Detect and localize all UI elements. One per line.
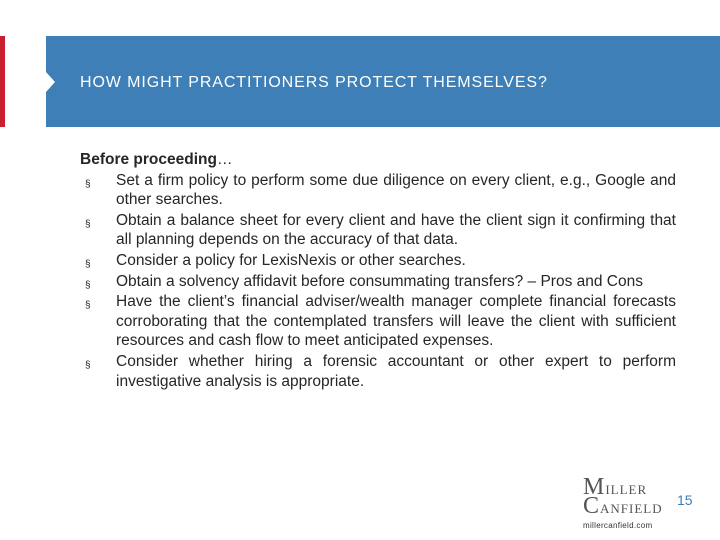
logo-url: millercanfield.com: [583, 521, 653, 530]
bullet-marker: §: [85, 218, 91, 230]
bullet-text: Have the client’s financial adviser/wealth manager complete financial forecasts corroborating that the contemplated transfers will leave the client with sufficient resources and cash flow to meet anticipated expenses.: [116, 293, 676, 350]
logo-canfield-rest: ANFIELD: [600, 501, 663, 516]
bullet-text: Obtain a solvency affidavit before consummating transfers? – Pros and Cons: [116, 272, 643, 290]
logo-canfield: [583, 493, 663, 519]
bullet-item: [80, 272, 676, 292]
bullet-marker: §: [85, 359, 91, 371]
intro-ellipsis: …: [216, 151, 233, 168]
bullet-text: Consider a policy for LexisNexis or other searches.: [116, 251, 466, 269]
bullet-text: Obtain a balance sheet for every client and have the client sign it confirming that all planning depends on the accuracy of that data.: [116, 211, 676, 249]
bullet-item: [80, 251, 676, 271]
bullet-text: Set a firm policy to perform some due diligence on every client, e.g., Google and other searches.: [116, 171, 676, 209]
slide-title: HOW MIGHT PRACTITIONERS PROTECT THEMSELVES?: [80, 74, 548, 91]
logo-miller-cap: M: [583, 474, 606, 500]
bullet-marker: §: [85, 178, 91, 190]
intro-line: [80, 150, 676, 170]
bullet-marker: §: [85, 300, 91, 312]
bullet-text: Consider whether hiring a forensic accountant or other expert to perform investigative analysis is appropriate.: [116, 352, 676, 390]
bullet-item: [80, 171, 676, 210]
miller-canfield-logo: [583, 474, 663, 530]
logo-miller-rest: ILLER: [605, 482, 648, 497]
page-number: 15: [677, 492, 693, 508]
slide-body: [80, 150, 676, 392]
bullet-item: [80, 292, 676, 351]
title-notch-arrow: [46, 72, 55, 92]
bullet-item: [80, 352, 676, 391]
bullet-marker: §: [85, 258, 91, 270]
intro-text: Before proceeding: [80, 151, 217, 168]
logo-canfield-cap: C: [583, 493, 601, 519]
left-accent-bar: [0, 36, 5, 127]
bullet-list: [80, 171, 676, 392]
bullet-item: [80, 211, 676, 250]
bullet-marker: §: [85, 279, 91, 291]
